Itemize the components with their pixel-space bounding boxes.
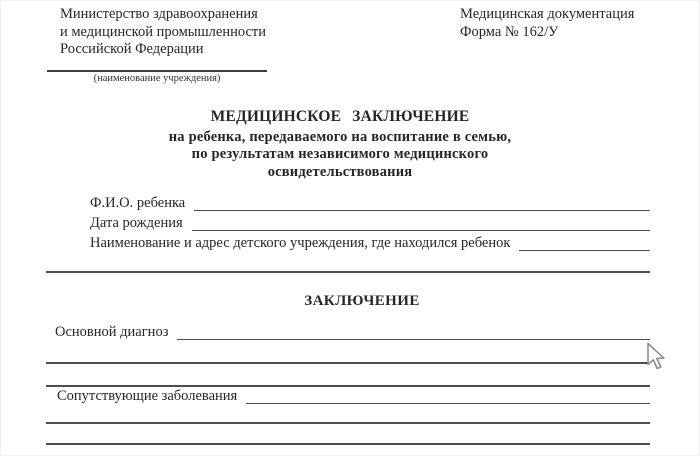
institution-continuation-line[interactable] bbox=[46, 271, 650, 273]
title-line-1: МЕДИЦИНСКОЕ ЗАКЛЮЧЕНИЕ bbox=[210, 108, 470, 125]
child-fullname-label: Ф.И.О. ребенка bbox=[90, 195, 186, 211]
comorbidities-continuation-line-1[interactable] bbox=[46, 422, 650, 424]
doc-meta-block bbox=[460, 6, 634, 41]
institution-name-field[interactable] bbox=[47, 70, 267, 72]
institution-label: Наименование и адрес детского учреждения, где находился ребенок bbox=[90, 235, 511, 251]
ministry-block bbox=[60, 6, 266, 59]
field-row-comorbidities bbox=[57, 388, 650, 405]
main-diagnosis-continuation-line-1[interactable] bbox=[46, 362, 650, 364]
comorbidities-field[interactable] bbox=[246, 388, 650, 404]
title-line-4: освидетельствования bbox=[267, 163, 413, 180]
ministry-line-1: Министерство здравоохранения bbox=[60, 6, 258, 22]
main-diagnosis-label: Основной диагноз bbox=[55, 324, 169, 340]
mouse-arrow-cursor-icon bbox=[645, 342, 669, 372]
birth-date-field[interactable] bbox=[192, 215, 650, 231]
doc-meta-line-1: Медицинская документация bbox=[460, 6, 635, 22]
field-row-birth-date bbox=[90, 215, 650, 232]
conclusion-heading: ЗАКЛЮЧЕНИЕ bbox=[304, 293, 420, 309]
ministry-line-3: Российской Федерации bbox=[60, 41, 204, 57]
doc-form-number: Форма № 162/У bbox=[460, 23, 559, 40]
institution-caption: (наименование учреждения) bbox=[93, 73, 221, 84]
comorbidities-continuation-line-2[interactable] bbox=[46, 443, 650, 445]
field-row-institution bbox=[90, 235, 650, 252]
field-row-child-fullname bbox=[90, 195, 650, 212]
institution-field[interactable] bbox=[519, 235, 650, 251]
child-fullname-field[interactable] bbox=[194, 195, 650, 211]
title-line-2: на ребенка, передаваемого на воспитание в семью, bbox=[168, 128, 512, 145]
title-line-3: по результатам независимого медицинского bbox=[191, 146, 489, 162]
comorbidities-label: Сопутствующие заболевания bbox=[57, 388, 238, 404]
document-title bbox=[12, 108, 668, 181]
ministry-line-2: и медицинской промышленности bbox=[60, 23, 267, 40]
field-row-main-diagnosis bbox=[55, 324, 650, 341]
main-diagnosis-continuation-line-2[interactable] bbox=[46, 385, 650, 387]
main-diagnosis-field[interactable] bbox=[177, 324, 650, 340]
birth-date-label: Дата рождения bbox=[90, 215, 183, 231]
